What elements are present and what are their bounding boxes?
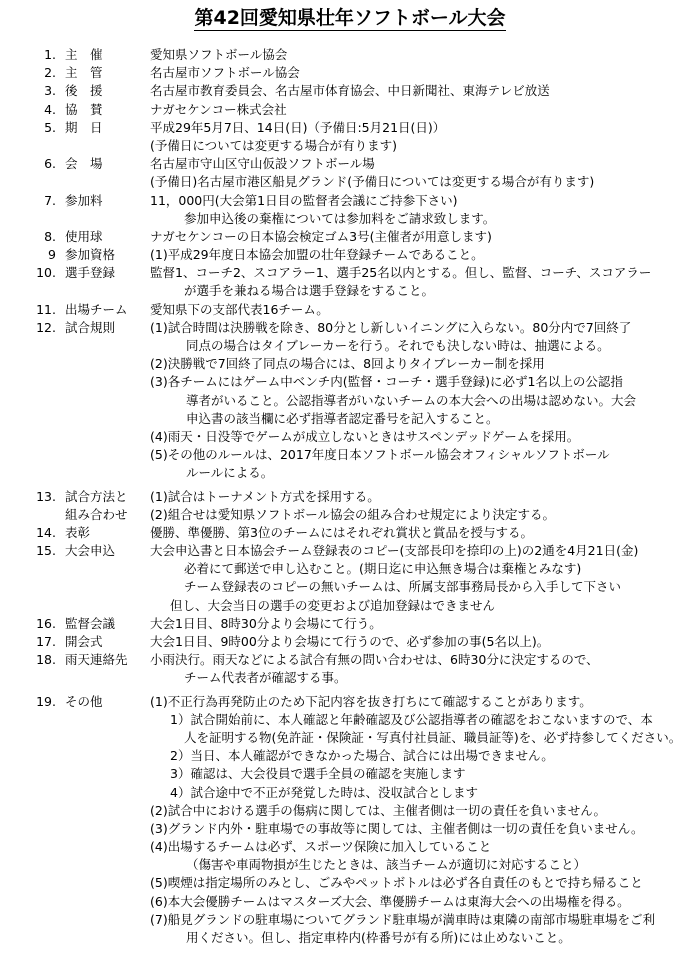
item-text: 名古屋市教育委員会、名古屋市体育協会、中日新聞社、東海テレビ放送 [150, 83, 550, 99]
item-line [0, 820, 700, 838]
item-line [0, 101, 700, 119]
item-text: 但し、大会当日の選手の変更および追加登録はできません [170, 597, 496, 613]
item-line [0, 119, 700, 137]
item-text: チーム登録表のコピーの無いチームは、所属支部事務局長から入手して下さい [184, 579, 622, 595]
item-line [0, 173, 700, 191]
item-label: 大会申込 [65, 543, 116, 559]
item-label: 主 管 [65, 65, 103, 81]
item-label: 参加料 [65, 192, 103, 208]
item-number: 14. [36, 524, 56, 540]
item-line [0, 410, 700, 428]
item-line [0, 264, 700, 282]
item-line [0, 155, 700, 173]
item-text: (5)喫煙は指定場所のみとし、ごみやペットボトルは必ず各自責任のもとで持ち帰ること [150, 875, 643, 891]
item-line [0, 765, 700, 783]
item-number: 19. [36, 693, 56, 709]
item-line [0, 192, 700, 210]
item-text: (1)試合はトーナメント方式を採用する。 [150, 488, 380, 504]
item-line [0, 542, 700, 560]
item-text: (3)グランド内外・駐車場での事故等に関しては、主催者側は一切の責任を負いません。 [150, 820, 644, 836]
item-line [0, 651, 700, 669]
item-text: 大会1日目、9時00分より会場にて行うので、必ず参加の事(5名以上)。 [150, 634, 550, 649]
item-line [0, 929, 700, 947]
item-text: (7)船見グランドの駐車場についてグランド駐車場が満車時は東隣の南部市場駐車場をご利 [150, 911, 655, 927]
item-text: (2)決勝戦で7回終了同点の場合には、8回よりタイブレーカー制を採用 [150, 356, 545, 372]
item-number: 8. [44, 228, 56, 244]
item-text: 1）試合開始前に、本人確認と年齢確認及び公認指導者の確認をおこないますので、本 [170, 711, 653, 727]
item-line [0, 560, 700, 578]
item-text: ルールによる。 [186, 465, 274, 481]
item-number: 2. [44, 65, 56, 81]
item-line [0, 911, 700, 929]
item-number: 13. [36, 488, 56, 504]
item-number: 16. [36, 615, 56, 631]
item-text: 必着にて郵送で申し込むこと。(期日迄に申込無き場合は棄権とみなす) [184, 561, 582, 577]
title-text: 第42回愛知県壮年ソフトボール大会 [194, 7, 506, 29]
item-line [0, 615, 700, 633]
item-label: 開会式 [65, 634, 103, 649]
item-line [0, 137, 700, 155]
item-line [0, 747, 700, 765]
item-text: 2）当日、本人確認ができなかった場合、試合には出場できません。 [170, 748, 554, 764]
item-line [0, 669, 700, 687]
item-line [0, 246, 700, 264]
item-line [0, 355, 700, 373]
item-number: 17. [36, 634, 56, 649]
item-label: 協 賛 [65, 101, 103, 117]
item-line [0, 301, 700, 319]
item-line [0, 506, 700, 524]
item-label: 主 催 [65, 47, 103, 62]
item-number: 7. [44, 192, 56, 208]
item-text: (4)雨天・日没等でゲームが成立しないときはサスペンデッドゲームを採用。 [150, 428, 580, 444]
item-label: 参加資格 [65, 247, 116, 263]
item-label: その他 [65, 693, 103, 709]
item-text: 人を証明する物(免許証・保険証・写真付社員証、職員証等)を、必ず持参してください。 [184, 729, 682, 745]
item-line [0, 464, 700, 482]
item-number: 4. [44, 101, 56, 117]
item-text: (5)その他のルールは、2017年度日本ソフトボール協会オフィシャルソフトボール [150, 447, 610, 463]
item-label: 試合規則 [65, 319, 116, 335]
item-line [0, 446, 700, 464]
item-number: 15. [36, 543, 56, 559]
item-number: 6. [44, 156, 56, 172]
item-line [0, 524, 700, 542]
item-text: (2)組合せは愛知県ソフトボール協会の組み合わせ規定により決定する。 [150, 506, 555, 522]
item-text: 4）試合途中で不正が発覚した時は、没収試合とします [170, 784, 478, 800]
item-text: 小雨決行。雨天などによる試合有無の問い合わせは、6時30分に決定するので、 [150, 652, 599, 668]
item-text: 用ください。但し、指定車枠内(枠番号が有る所)には止めないこと。 [186, 930, 571, 945]
item-line [0, 428, 700, 446]
item-text: 名古屋市守山区守山仮設ソフトボール場 [150, 156, 375, 172]
item-line [0, 319, 700, 337]
item-text: 11，000円(大会第1日目の監督者会議にご持参下さい) [150, 192, 458, 208]
item-number: 5. [44, 119, 56, 135]
item-label: 出場チーム [65, 301, 128, 317]
item-line [0, 210, 700, 228]
item-text: 申込書の該当欄に必ず指導者認定番号を記入すること。 [186, 410, 499, 426]
item-line [0, 729, 700, 747]
item-text: 大会1日目、8時30分より会場にて行う。 [150, 615, 382, 631]
item-label: 試合方法と [65, 488, 128, 504]
item-text: (予備日)名古屋市港区船見グランド(予備日については変更する場合が有ります) [150, 174, 595, 190]
item-text: (1)不正行為再発防止のため下記内容を抜き打ちにて確認することがあります。 [150, 693, 592, 709]
item-number: 1. [44, 47, 56, 62]
item-text: 大会申込書と日本協会チーム登録表のコピー(支部長印を捺印の上)の2通を4月21日(金) [150, 543, 639, 559]
item-number: 10. [36, 265, 56, 281]
item-label: 選手登録 [65, 265, 116, 281]
item-label: 組み合わせ [65, 506, 128, 522]
item-text: 優勝、準優勝、第3位のチームにはそれぞれ賞状と賞品を授与する。 [150, 524, 533, 540]
item-number: 18. [36, 652, 56, 668]
item-line [0, 633, 700, 651]
item-text: (4)出場するチームは必ず、スポーツ保険に加入していること [150, 839, 492, 855]
item-text: 愛知県下の支部代表16チーム。 [150, 301, 329, 317]
item-text: 名古屋市ソフトボール協会 [150, 65, 300, 81]
item-text: 同点の場合はタイブレーカーを行う。それでも決しない時は、抽選による。 [186, 338, 610, 353]
item-line [0, 802, 700, 820]
item-line [0, 337, 700, 355]
item-label: 後 援 [65, 83, 103, 99]
item-text: （傷害や車両物損が生じたときは、該当チームが適切に対応すること） [186, 857, 587, 873]
item-label: 会 場 [65, 156, 103, 172]
item-line [0, 597, 700, 615]
item-line [0, 874, 700, 892]
item-text: 平成29年5月7日、14日(日)（予備日:5月21日(日)） [150, 119, 446, 135]
item-text: 3）確認は、大会役員で選手全員の確認を実施します [170, 766, 466, 782]
item-text: チーム代表者が確認する事。 [184, 670, 347, 686]
item-label: 期 日 [65, 119, 103, 135]
item-text: 参加申込後の棄権については参加料をご請求致します。 [184, 210, 496, 226]
item-line [0, 711, 700, 729]
item-line [0, 64, 700, 82]
item-label: 使用球 [65, 228, 103, 244]
item-line [0, 46, 700, 64]
item-number: 11. [36, 301, 56, 317]
item-label: 表彰 [65, 524, 91, 540]
item-text: (6)本大会優勝チームはマスターズ大会、準優勝チームは東海大会への出場権を得る。 [150, 893, 630, 909]
item-text: (2)試合中における選手の傷病に関しては、主催者側は一切の責任を負いません。 [150, 802, 606, 818]
item-line [0, 893, 700, 911]
item-text: (3)各チームにはゲーム中ベンチ内(監督・コーチ・選手登録)に必ず1名以上の公認指 [150, 374, 623, 390]
item-line [0, 578, 700, 596]
item-label: 監督会議 [65, 615, 116, 631]
item-list [0, 46, 700, 947]
item-line [0, 488, 700, 506]
item-text: (予備日については変更する場合が有ります) [150, 137, 398, 153]
item-line [0, 82, 700, 100]
item-line [0, 228, 700, 246]
item-label: 雨天連絡先 [65, 652, 128, 668]
item-line [0, 838, 700, 856]
item-line [0, 856, 700, 874]
item-line [0, 373, 700, 391]
document-title [0, 6, 700, 30]
item-line [0, 392, 700, 410]
item-text: 愛知県ソフトボール協会 [150, 47, 288, 62]
item-line [0, 693, 700, 711]
item-number: 3. [44, 83, 56, 99]
item-text: が選手を兼ねる場合は選手登録をすること。 [184, 283, 435, 299]
item-line [0, 282, 700, 300]
item-number: 12. [36, 319, 56, 335]
item-text: (1)平成29年度日本協会加盟の壮年登録チームであること。 [150, 247, 484, 263]
item-text: 監督1、コーチ2、スコアラー1、選手25名以内とする。但し、監督、コーチ、スコアラー [150, 265, 652, 281]
item-text: 導者がいること。公認指導者がいないチームの本大会への出場は認めない。大会 [186, 392, 637, 408]
item-line [0, 784, 700, 802]
item-text: ナガセケンコーの日本協会検定ゴム3号(主催者が用意します) [150, 228, 492, 244]
item-text: (1)試合時間は決勝戦を除き、80分とし新しいイニングに入らない。80分内で7回終了 [150, 319, 632, 335]
item-text: ナガセケンコー株式会社 [150, 101, 287, 117]
item-number: 9 [48, 247, 56, 263]
